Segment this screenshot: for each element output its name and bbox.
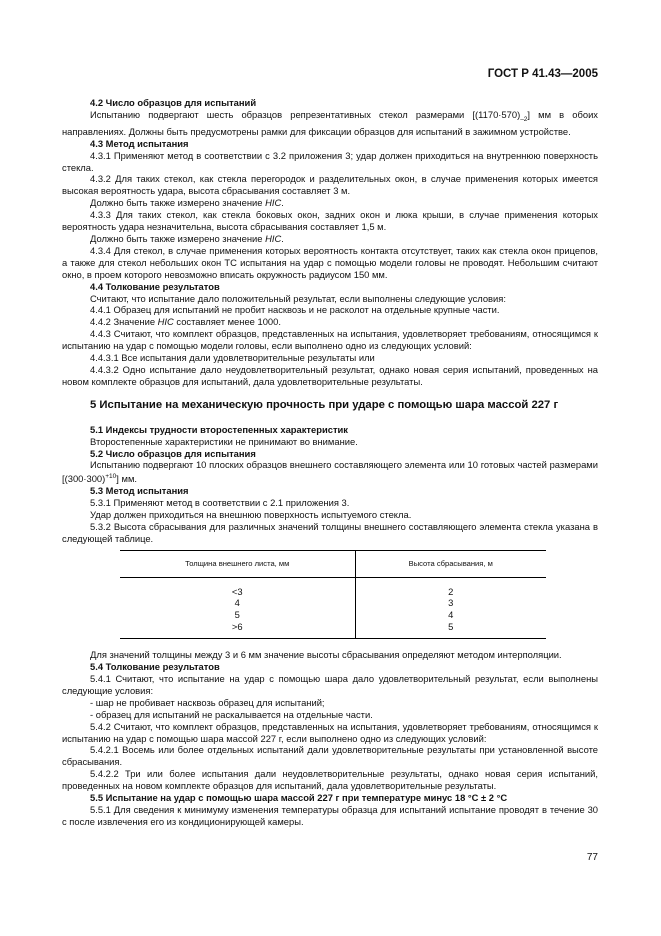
paragraph-4-4-3: 4.4.3 Считают, что комплект образцов, представленных на испытания, удовлетворяет требованиям, относящимся к испытанию на удар с помощью модели головы, если выполнено одно из следующих условий: bbox=[62, 328, 598, 352]
paragraph-4-3-3: 4.3.3 Для таких стекол, как стекла боковых окон, задних окон и люка крыши, в случае применения которых вероятность удара незначительна, высота сбрасывания составляет 1,5 м. bbox=[62, 209, 598, 233]
section-5-3-title: 5.3 Метод испытания bbox=[90, 485, 189, 497]
paragraph-4-3-3-hic: Должно быть также измерено значение HIC. bbox=[90, 232, 284, 244]
section-5-title: 5 Испытание на механическую прочность при ударе с помощью шара массой 227 г bbox=[90, 398, 559, 411]
paragraph-5-3-1-note: Удар должен приходиться на внешнюю поверхность испытуемого стекла. bbox=[90, 509, 412, 521]
page-number: 77 bbox=[586, 852, 598, 863]
paragraph-4-4-intro: Считают, что испытание дало положительный результат, если выполнены следующие условия: bbox=[90, 292, 506, 304]
page-content bbox=[62, 97, 598, 828]
height-column: 2 3 4 5 bbox=[355, 577, 546, 638]
section-5-4-title: 5.4 Толкование результатов bbox=[90, 661, 220, 673]
paragraph-4-3-1: 4.3.1 Применяют метод в соответствии с 3.2 приложения 3; удар должен приходиться на внутреннюю поверхность стекла. bbox=[62, 149, 598, 173]
table-header-thickness: Толщина внешнего листа, мм bbox=[120, 550, 355, 577]
thickness-column: <3 4 5 >6 bbox=[120, 577, 355, 638]
paragraph-5-4-2-2: 5.4.2.2 Три или более испытания дали неудовлетворительные результаты, однако новая серия испытаний, проведенных на новом комплекте образцов для испытаний, дала удовлетворительные результаты. bbox=[62, 768, 598, 792]
section-4-3-title: 4.3 Метод испытания bbox=[90, 137, 189, 149]
bullet-5-4-1-b: - образец для испытаний не раскалывается на отдельные части. bbox=[90, 708, 373, 720]
section-5-5-title: 5.5 Испытание на удар с помощью шара массой 227 г при температуре минус 18 °С ± 2 °С bbox=[90, 792, 508, 804]
paragraph-4-3-2: 4.3.2 Для таких стекол, как стекла перегородок и разделительных окон, в случае применения которых имеется высокая вероятность удара, высота сбрасывания составляет 3 м. bbox=[62, 173, 598, 197]
paragraph-5-4-2: 5.4.2 Считают, что комплект образцов, представленных на испытания, удовлетворяет требованиям, относящимся к испытанию на удар с помощью шара массой 227 г, если выполнено одно из следующих условий: bbox=[62, 720, 598, 744]
paragraph-4-4-3-1: 4.4.3.1 Все испытания дали удовлетворительные результаты или bbox=[90, 352, 375, 364]
interpolation-note: Для значений толщины между 3 и 6 мм значение высоты сбрасывания определяют методом интерполяции. bbox=[90, 649, 562, 661]
paragraph-5-3-1: 5.3.1 Применяют метод в соответствии с 2.1 приложения 3. bbox=[90, 497, 350, 509]
drop-height-table bbox=[120, 550, 546, 639]
paragraph-5-3-2: 5.3.2 Высота сбрасывания для различных значений толщины внешнего составляющего элемента стекла указана в следующей таблице. bbox=[62, 521, 598, 544]
table-header-height: Высота сбрасывания, м bbox=[355, 550, 546, 577]
section-5-1-title: 5.1 Индексы трудности второстепенных характеристик bbox=[90, 423, 348, 435]
paragraph-5-5-1: 5.5.1 Для сведения к минимуму изменения температуры образца для испытаний испытание проводят в течение 30 с после извлечения его из кондиционирующей камеры. bbox=[62, 803, 598, 827]
paragraph-4-4-3-2: 4.4.3.2 Одно испытание дало неудовлетворительный результат, однако новая серия испытаний, проведенных на новом комплекте образцов для испытаний, дала удовлетворительные результаты. bbox=[62, 363, 598, 387]
standard-code-header: ГОСТ Р 41.43—2005 bbox=[487, 68, 598, 80]
section-4-2-title: 4.2 Число образцов для испытаний bbox=[90, 97, 257, 108]
section-4-2-text: Испытанию подвергают шесть образцов репрезентативных стекол размерами $[(1170\cdot 570)_{-2}]$ мм в обоих направлениях. Должны быть предусмотрены рамки для фиксации образцов для испытаний в зажимном устройстве. bbox=[62, 108, 598, 137]
paragraph-4-3-4: 4.3.4 Для стекол, в случае применения которых вероятность контакта отсутствует, таких как стекла окон прицепов, а также для стекол небольших окон ТС испытания на удар с помощью модели головы не проводят. Небольшим считают окно, в проем которого невозможно вписать окружность радиусом 150 мм. bbox=[62, 244, 598, 280]
paragraph-5-2: Испытанию подвергают 10 плоских образцов внешнего составляющего элемента или 10 готовых частей размерами $[(300\cdot 300)^{+10}]$ мм. bbox=[62, 459, 598, 485]
paragraph-4-3-2-hic: Должно быть также измерено значение HIC. bbox=[90, 197, 284, 209]
paragraph-4-4-1: 4.4.1 Образец для испытаний не пробит насквозь и не расколот на отдельные крупные части. bbox=[90, 304, 500, 316]
paragraph-5-4-1: 5.4.1 Считают, что испытание на удар с помощью шара дало удовлетворительный результат, если выполнены следующие условия: bbox=[62, 673, 598, 696]
bullet-5-4-1-a: - шар не пробивает насквозь образец для испытаний; bbox=[90, 696, 325, 708]
tolerance-subscript: –2 bbox=[520, 115, 528, 123]
paragraph-5-1: Второстепенные характеристики не принимают во внимание. bbox=[90, 435, 358, 447]
section-5-2-title: 5.2 Число образцов для испытания bbox=[90, 447, 256, 459]
section-4-4-title: 4.4 Толкование результатов bbox=[90, 280, 220, 292]
tolerance-superscript: +10 bbox=[105, 473, 117, 481]
paragraph-4-4-2: 4.4.2 Значение HIC составляет менее 1000. bbox=[90, 316, 281, 328]
paragraph-5-4-2-1: 5.4.2.1 Восемь или более отдельных испытаний дали удовлетворительные результаты при установленной высоте сбрасывания. bbox=[62, 744, 598, 768]
